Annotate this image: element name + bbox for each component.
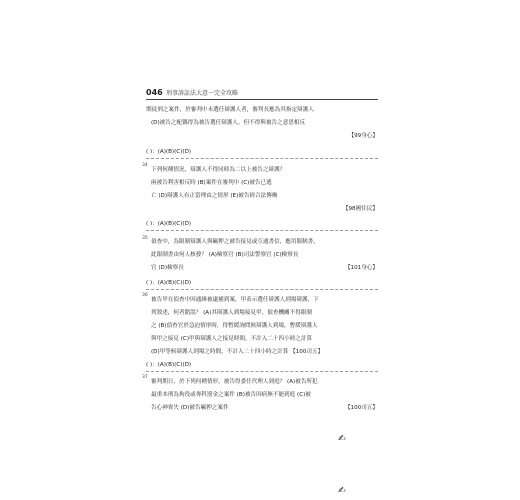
text-line: 期徒刑之案件，於審判中未選任辯護人者，審判長應為其指定辯護人	[146, 107, 314, 113]
question-line: 亡 (D)辯護人有正當理由之情形 (E)被告經合法傳喚	[151, 193, 278, 199]
question-line: 告心神喪失 (D)被告羈押之案件	[151, 405, 229, 411]
question-number: 36	[142, 293, 148, 298]
handwritten-mark: ✍	[338, 486, 346, 496]
source-tag: 【98國住民】	[342, 206, 378, 212]
question-line: 此限制書由何人核發？ (A)檢察官 (B)司法警察官 (C)檢察長	[151, 252, 299, 258]
answer-line: ( )：(A)(B)(C)(D)	[146, 280, 192, 286]
question-line: 列敘述，何者錯誤？ (A)其辯護人到場接見甲，偵查機關不得限制	[151, 310, 313, 316]
page-number: 046	[146, 88, 163, 97]
question-number: 35	[142, 236, 148, 241]
answer-line: ( )：(A)(B)(C)(D)	[146, 362, 192, 368]
question-number: 37	[142, 375, 148, 380]
divider	[146, 371, 378, 372]
divider	[146, 230, 378, 231]
question-line: 最重本刑為拘役或專科罰金之案件 (B)被告因病無不能到庭 (C)被	[151, 392, 311, 398]
question-line: 偵查中，為限制辯護人與羈押之被告接見或互通書信，應用限制書，	[151, 239, 319, 245]
source-tag: 【100司五】	[344, 405, 378, 411]
question-line: (D)甲等候辯護人到場之時間，不計入二十四小時之計算 【100司五】	[151, 349, 324, 355]
question-line: 官 (D)檢察長	[151, 265, 184, 271]
question-line: 審判期日，於下列何種情形，被告得委任代理人到庭？ (A)被告所犯	[151, 379, 318, 385]
question-line: 被告甲在偵查中因通緝被逮捕到案，甲表示選任辯護人到場辯護，下	[151, 297, 319, 303]
question-line: 下列何種情況，辯護人不得同時為二以上被告之辯護？	[151, 167, 286, 173]
source-tag: 【101身心】	[344, 265, 378, 271]
running-title: 刑事訴訟法大意一完全攻略	[166, 90, 239, 97]
handwritten-mark: ✍	[338, 434, 346, 444]
question-line: 與甲之接見 (C)甲與辯護人之接見時間，不計入二十四小時之計算	[151, 336, 313, 342]
source-tag: 【99身心】	[348, 133, 378, 139]
question-number: 34	[142, 163, 148, 168]
question-line: 之 (B)偵查官於急迫情形時，得暫緩詢問候辯護人到場，暫緩辯護人	[151, 323, 318, 329]
divider	[146, 158, 378, 159]
divider	[146, 289, 378, 290]
text-line: (D)被告之配偶得為被告選任辯護人，但不得與被告之意思相反	[151, 120, 306, 126]
question-line: 兩被告利害相反時 (B)案件在審判中 (C)被告已逃	[151, 180, 272, 186]
page-header	[146, 88, 378, 98]
answer-line: ( )：(A)(B)(C)(D)	[146, 149, 192, 155]
answer-line: ( )：(A)(B)(C)(D)	[146, 221, 192, 227]
header-rule	[146, 99, 378, 100]
